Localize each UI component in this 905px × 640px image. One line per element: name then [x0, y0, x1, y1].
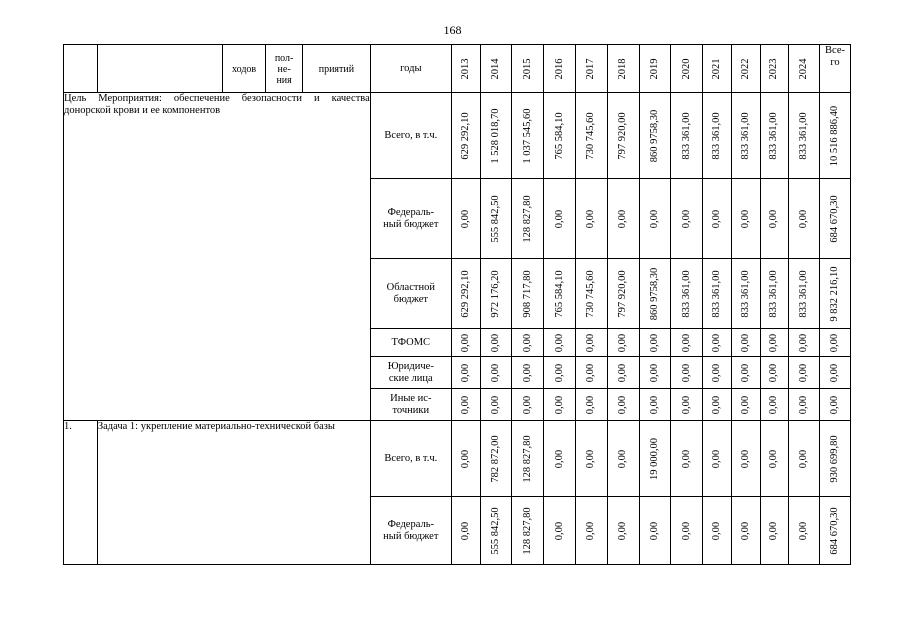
- value-cell: [731, 93, 760, 179]
- task-row: [64, 421, 851, 497]
- value-cell-text: 833 361,00: [680, 269, 692, 318]
- header-years-label: годы: [370, 45, 451, 93]
- value-cell: [671, 357, 703, 389]
- value-cell: [671, 389, 703, 421]
- value-cell-text: 0,00: [490, 333, 502, 352]
- value-cell: [451, 497, 480, 565]
- value-cell-text: 972 176,20: [490, 269, 502, 318]
- total-cell: [820, 497, 851, 565]
- value-cell-text: 0,00: [553, 363, 565, 382]
- value-cell: [512, 421, 544, 497]
- value-cell: [480, 93, 512, 179]
- value-cell: [789, 357, 820, 389]
- total-cell: [820, 389, 851, 421]
- value-cell-text: 797 920,00: [617, 269, 629, 318]
- header-year: [639, 45, 671, 93]
- value-cell: [544, 421, 576, 497]
- value-cell-text: 0,00: [711, 209, 723, 228]
- value-cell-text: 0,00: [649, 209, 661, 228]
- value-cell: [731, 329, 760, 357]
- value-cell: [789, 389, 820, 421]
- value-cell: [639, 421, 671, 497]
- header-year: [575, 45, 607, 93]
- header-year: [789, 45, 820, 93]
- value-cell: [512, 357, 544, 389]
- value-cell-text: 0,00: [585, 395, 597, 414]
- value-cell-text: 0,00: [459, 395, 471, 414]
- value-cell: [607, 497, 639, 565]
- value-cell-text: 0,00: [521, 395, 533, 414]
- value-cell: [575, 259, 607, 329]
- header-year: [512, 45, 544, 93]
- header-year-text: 2018: [617, 58, 629, 79]
- value-cell-text: 765 584,10: [553, 269, 565, 318]
- header-year-text: 2023: [768, 58, 780, 79]
- value-cell-text: 0,00: [585, 449, 597, 468]
- value-cell-text: 765 584,10: [553, 111, 565, 160]
- value-cell: [451, 329, 480, 357]
- value-cell-text: 797 920,00: [617, 111, 629, 160]
- value-cell-text: 0,00: [798, 363, 810, 382]
- total-cell-text: 0,00: [829, 395, 841, 414]
- value-cell: [731, 389, 760, 421]
- value-cell: [607, 389, 639, 421]
- value-cell-text: 0,00: [739, 521, 751, 540]
- header-year: [671, 45, 703, 93]
- budget-table-body: [64, 45, 851, 565]
- value-cell-text: 0,00: [798, 395, 810, 414]
- header-year-text: 2024: [798, 58, 810, 79]
- value-cell-text: 0,00: [553, 209, 565, 228]
- value-cell: [451, 179, 480, 259]
- header-year: [480, 45, 512, 93]
- value-cell: [731, 259, 760, 329]
- value-cell: [703, 93, 732, 179]
- value-cell: [639, 259, 671, 329]
- header-total: Все- го: [820, 45, 851, 93]
- value-cell: [575, 389, 607, 421]
- value-cell: [480, 329, 512, 357]
- header-year: [544, 45, 576, 93]
- value-cell-text: 0,00: [768, 333, 780, 352]
- value-cell: [731, 357, 760, 389]
- value-cell-text: 1 528 018,70: [490, 107, 502, 164]
- value-cell-text: 833 361,00: [711, 269, 723, 318]
- value-cell: [607, 329, 639, 357]
- header-year: [451, 45, 480, 93]
- value-cell: [639, 93, 671, 179]
- value-cell: [512, 497, 544, 565]
- value-cell: [703, 179, 732, 259]
- value-cell-text: 0,00: [680, 449, 692, 468]
- value-cell: [760, 497, 789, 565]
- value-cell: [575, 179, 607, 259]
- value-cell: [760, 389, 789, 421]
- value-cell: [544, 259, 576, 329]
- value-cell: [480, 357, 512, 389]
- value-cell-text: 0,00: [585, 209, 597, 228]
- value-cell: [480, 179, 512, 259]
- header-year-text: 2022: [739, 58, 751, 79]
- value-cell-text: 0,00: [680, 363, 692, 382]
- value-cell: [639, 179, 671, 259]
- value-cell: [480, 421, 512, 497]
- value-cell-text: 0,00: [585, 333, 597, 352]
- value-cell: [607, 357, 639, 389]
- value-cell: [512, 259, 544, 329]
- value-cell-text: 833 361,00: [798, 269, 810, 318]
- value-cell: [544, 497, 576, 565]
- value-cell: [639, 357, 671, 389]
- value-cell: [575, 497, 607, 565]
- value-cell-text: 0,00: [798, 209, 810, 228]
- page-number: 168: [443, 23, 462, 37]
- value-cell: [575, 357, 607, 389]
- header-year: [760, 45, 789, 93]
- value-cell-text: 0,00: [617, 363, 629, 382]
- value-cell-text: 833 361,00: [711, 111, 723, 160]
- header-year-text: 2020: [680, 58, 692, 79]
- value-cell: [760, 93, 789, 179]
- value-cell-text: 629 292,10: [459, 269, 471, 318]
- total-cell: [820, 179, 851, 259]
- value-cell-text: 730 745,60: [585, 269, 597, 318]
- value-cell-text: 0,00: [649, 521, 661, 540]
- total-cell-text: 930 699,80: [829, 434, 841, 483]
- value-cell: [760, 179, 789, 259]
- row-label: Всего, в т.ч.: [370, 421, 451, 497]
- total-cell-text: 10 516 886,40: [829, 105, 841, 166]
- value-cell-text: 0,00: [768, 395, 780, 414]
- value-cell: [703, 329, 732, 357]
- value-cell: [703, 389, 732, 421]
- value-cell: [451, 389, 480, 421]
- value-cell-text: 0,00: [649, 395, 661, 414]
- row-label: ТФОМС: [370, 329, 451, 357]
- value-cell-text: 860 9758,30: [649, 267, 661, 320]
- value-cell-text: 0,00: [521, 333, 533, 352]
- value-cell-text: 0,00: [680, 521, 692, 540]
- value-cell: [789, 93, 820, 179]
- value-cell: [480, 259, 512, 329]
- total-cell: [820, 259, 851, 329]
- header-year-text: 2017: [585, 58, 597, 79]
- value-cell: [480, 389, 512, 421]
- header-empty-1: [64, 45, 98, 93]
- value-cell-text: 0,00: [798, 449, 810, 468]
- value-cell-text: 0,00: [711, 333, 723, 352]
- value-cell-text: 0,00: [649, 363, 661, 382]
- header-col-3: ходов: [223, 45, 266, 93]
- value-cell-text: 0,00: [711, 363, 723, 382]
- value-cell-text: 0,00: [739, 449, 751, 468]
- total-cell: [820, 357, 851, 389]
- value-cell-text: 128 827,80: [521, 506, 533, 555]
- value-cell-text: 0,00: [711, 449, 723, 468]
- value-cell: [731, 179, 760, 259]
- value-cell: [789, 259, 820, 329]
- value-cell-text: 0,00: [711, 395, 723, 414]
- value-cell-text: 0,00: [490, 395, 502, 414]
- value-cell: [639, 329, 671, 357]
- value-cell-text: 0,00: [553, 395, 565, 414]
- row-label: Всего, в т.ч.: [370, 93, 451, 179]
- value-cell: [544, 329, 576, 357]
- value-cell: [731, 497, 760, 565]
- value-cell: [760, 259, 789, 329]
- value-cell-text: 0,00: [617, 521, 629, 540]
- total-cell-text: 9 832 216,10: [829, 265, 841, 322]
- value-cell: [480, 497, 512, 565]
- value-cell-text: 860 9758,30: [649, 109, 661, 162]
- value-cell-text: 0,00: [739, 395, 751, 414]
- value-cell-text: 833 361,00: [739, 111, 751, 160]
- value-cell-text: 0,00: [739, 363, 751, 382]
- value-cell: [544, 357, 576, 389]
- header-empty-2: [97, 45, 222, 93]
- value-cell: [703, 259, 732, 329]
- value-cell: [451, 93, 480, 179]
- header-col-4: пол- не- ния: [266, 45, 303, 93]
- value-cell-text: 0,00: [680, 395, 692, 414]
- value-cell-text: 0,00: [768, 449, 780, 468]
- value-cell-text: 0,00: [459, 521, 471, 540]
- value-cell-text: 0,00: [798, 521, 810, 540]
- value-cell: [703, 421, 732, 497]
- value-cell: [671, 497, 703, 565]
- value-cell-text: 0,00: [521, 363, 533, 382]
- value-cell: [731, 421, 760, 497]
- value-cell: [671, 179, 703, 259]
- value-cell: [575, 329, 607, 357]
- value-cell: [607, 421, 639, 497]
- value-cell-text: 833 361,00: [798, 111, 810, 160]
- row-label: Федераль- ный бюджет: [370, 179, 451, 259]
- value-cell-text: 0,00: [739, 209, 751, 228]
- value-cell-text: 0,00: [459, 449, 471, 468]
- value-cell: [789, 497, 820, 565]
- value-cell-text: 0,00: [617, 449, 629, 468]
- value-cell-text: 0,00: [490, 363, 502, 382]
- value-cell-text: 0,00: [798, 333, 810, 352]
- goal-description: Цель Мероприятия: обеспечение безопасности и качества донорской крови и ее компонентов: [64, 93, 371, 421]
- value-cell-text: 128 827,80: [521, 434, 533, 483]
- total-cell-text: 0,00: [829, 363, 841, 382]
- value-cell: [451, 259, 480, 329]
- value-cell: [703, 357, 732, 389]
- header-year-text: 2014: [490, 58, 502, 79]
- value-cell-text: 555 842,50: [490, 194, 502, 243]
- value-cell-text: 0,00: [617, 395, 629, 414]
- value-cell: [760, 329, 789, 357]
- header-year: [703, 45, 732, 93]
- header-year: [731, 45, 760, 93]
- header-year-text: 2016: [553, 58, 565, 79]
- value-cell: [607, 259, 639, 329]
- value-cell-text: 0,00: [768, 209, 780, 228]
- header-year-text: 2015: [521, 58, 533, 79]
- budget-table: [63, 44, 851, 565]
- value-cell-text: 629 292,10: [459, 111, 471, 160]
- value-cell: [607, 179, 639, 259]
- value-cell: [451, 421, 480, 497]
- value-cell-text: 0,00: [585, 521, 597, 540]
- value-cell: [789, 179, 820, 259]
- task-description: Задача 1: укрепление материально-технической базы: [97, 421, 370, 565]
- value-cell-text: 0,00: [617, 333, 629, 352]
- value-cell-text: 833 361,00: [739, 269, 751, 318]
- value-cell-text: 555 842,50: [490, 506, 502, 555]
- total-cell-text: 684 670,30: [829, 506, 841, 555]
- value-cell-text: 0,00: [585, 363, 597, 382]
- task-number: 1.: [64, 421, 98, 565]
- value-cell-text: 833 361,00: [768, 269, 780, 318]
- value-cell: [512, 329, 544, 357]
- value-cell: [512, 93, 544, 179]
- goal-row: [64, 93, 851, 179]
- value-cell: [671, 259, 703, 329]
- value-cell: [639, 389, 671, 421]
- value-cell-text: 908 717,80: [521, 269, 533, 318]
- header-year: [607, 45, 639, 93]
- value-cell-text: 782 872,00: [490, 434, 502, 483]
- total-cell: [820, 93, 851, 179]
- value-cell-text: 0,00: [768, 363, 780, 382]
- header-col-5: приятий: [303, 45, 371, 93]
- value-cell-text: 730 745,60: [585, 111, 597, 160]
- header-row: [64, 45, 851, 93]
- value-cell-text: 19 000,00: [649, 437, 661, 480]
- header-year-text: 2019: [649, 58, 661, 79]
- value-cell-text: 0,00: [553, 333, 565, 352]
- value-cell: [789, 329, 820, 357]
- value-cell-text: 0,00: [649, 333, 661, 352]
- value-cell: [544, 93, 576, 179]
- value-cell: [671, 421, 703, 497]
- value-cell-text: 128 827,80: [521, 194, 533, 243]
- row-label: Юридиче- ские лица: [370, 357, 451, 389]
- value-cell-text: 833 361,00: [680, 111, 692, 160]
- value-cell-text: 0,00: [680, 209, 692, 228]
- value-cell: [639, 497, 671, 565]
- value-cell-text: 0,00: [459, 209, 471, 228]
- row-label: Областной бюджет: [370, 259, 451, 329]
- value-cell-text: 0,00: [553, 521, 565, 540]
- value-cell-text: 833 361,00: [768, 111, 780, 160]
- value-cell: [544, 389, 576, 421]
- value-cell-text: 0,00: [739, 333, 751, 352]
- value-cell-text: 0,00: [459, 363, 471, 382]
- value-cell: [760, 421, 789, 497]
- value-cell: [671, 329, 703, 357]
- value-cell: [451, 357, 480, 389]
- total-cell-text: 684 670,30: [829, 194, 841, 243]
- header-year-text: 2021: [711, 58, 723, 79]
- value-cell-text: 0,00: [553, 449, 565, 468]
- value-cell: [607, 93, 639, 179]
- value-cell-text: 0,00: [459, 333, 471, 352]
- value-cell: [512, 389, 544, 421]
- row-label: Иные ис- точники: [370, 389, 451, 421]
- value-cell: [544, 179, 576, 259]
- value-cell-text: 0,00: [680, 333, 692, 352]
- value-cell-text: 0,00: [617, 209, 629, 228]
- value-cell: [575, 93, 607, 179]
- value-cell-text: 1 037 545,60: [521, 107, 533, 164]
- value-cell-text: 0,00: [768, 521, 780, 540]
- row-label: Федераль- ный бюджет: [370, 497, 451, 565]
- total-cell: [820, 421, 851, 497]
- value-cell: [760, 357, 789, 389]
- value-cell: [512, 179, 544, 259]
- total-cell: [820, 329, 851, 357]
- value-cell-text: 0,00: [711, 521, 723, 540]
- value-cell: [575, 421, 607, 497]
- total-cell-text: 0,00: [829, 333, 841, 352]
- value-cell: [703, 497, 732, 565]
- value-cell: [789, 421, 820, 497]
- header-year-text: 2013: [459, 58, 471, 79]
- value-cell: [671, 93, 703, 179]
